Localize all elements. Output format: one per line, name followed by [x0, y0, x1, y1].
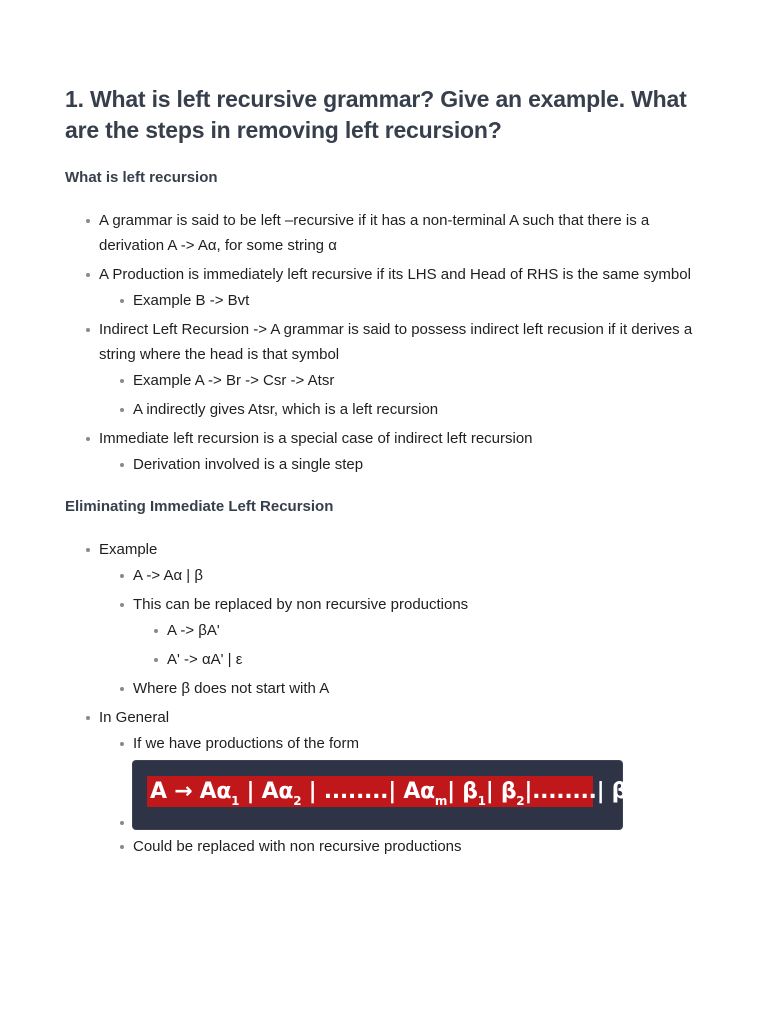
section-heading-left-recursion: What is left recursion: [65, 169, 218, 186]
list-item: Could be replaced with non recursive productions: [99, 834, 702, 859]
list-item: A' -> αA' | ε: [133, 647, 702, 672]
formula-list-item: [99, 760, 702, 830]
list-item: If we have productions of the form: [99, 731, 702, 756]
section-heading-eliminating: Eliminating Immediate Left Recursion: [65, 498, 334, 515]
list-item: This can be replaced by non recursive productions A -> βA' A' -> αA' | ε: [99, 592, 702, 672]
list-item: A Production is immediately left recursive if its LHS and Head of RHS is the same symbol Example B -> Bvt: [65, 262, 702, 313]
list-item: Immediate left recursion is a special case of indirect left recursion Derivation involved is a single step: [65, 426, 702, 477]
formula-band: [147, 776, 636, 808]
list-item: A indirectly gives Atsr, which is a left recursion: [99, 397, 702, 422]
list-item: Where β does not start with A: [99, 676, 702, 701]
formula-image: [133, 761, 636, 829]
list-item: A grammar is said to be left –recursive if it has a non-terminal A such that there is a derivation A -> Aα, for some string α: [65, 208, 702, 258]
list-item: Example A -> Br -> Csr -> Atsr: [99, 368, 702, 393]
list-item: Indirect Left Recursion -> A grammar is said to possess indirect left recusion if it derives a string where the head is that symbol Example A -> Br -> Csr -> Atsr A indirectly gives Atsr, which is a left recursion: [65, 317, 702, 422]
list-item: A -> Aα | β: [99, 563, 702, 588]
list-item: Derivation involved is a single step: [99, 452, 702, 477]
page-title: 1. What is left recursive grammar? Give an example. What are the steps in removing left recursion?: [65, 86, 687, 143]
eliminating-list: [65, 537, 702, 859]
list-item-general: In General If we have productions of the form $A \to A\alpha_1$ | $A\alpha_2$ | ........| $A\alpha_m|$ $\beta_1|$ $\beta_2|........|$ $\beta_n$ Could be replaced with non recursive productions: [65, 705, 702, 859]
list-item: Example B -> Bvt: [99, 288, 702, 313]
arrow-icon: →: [174, 779, 193, 804]
list-item: A -> βA': [133, 618, 702, 643]
list-item-example: Example A -> Aα | β This can be replaced by non recursive productions A -> βA' A' -> αA' | ε Where β does not start with A: [65, 537, 702, 701]
left-recursion-list: [65, 208, 702, 477]
formula-text: $A \to A\alpha_1$ | $A\alpha_2$ | ........| $A\alpha_m|$ $\beta_1|$ $\beta_2|........|$ $\beta_n$: [150, 779, 636, 808]
